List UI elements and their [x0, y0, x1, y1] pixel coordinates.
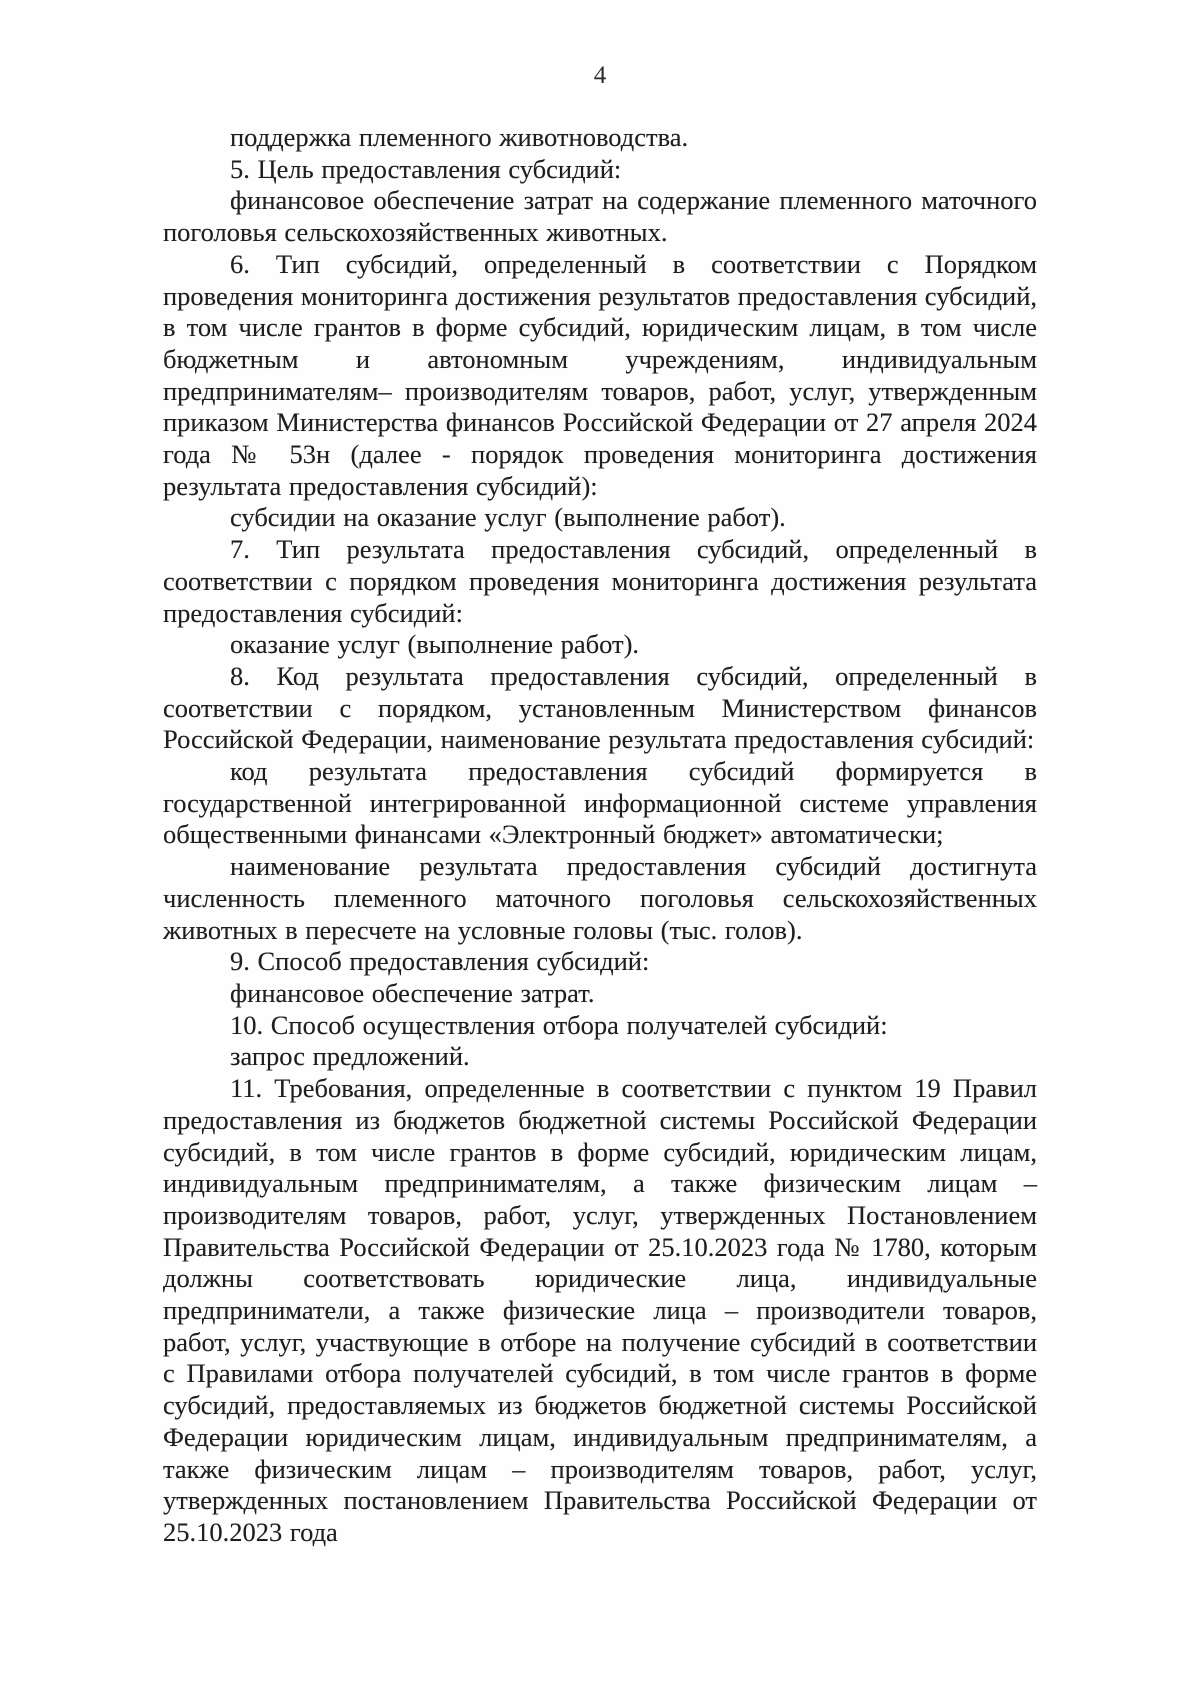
paragraph: запрос предложений. [230, 1041, 470, 1072]
paragraph: оказание услуг (выполнение работ). [230, 629, 640, 660]
paragraph: 5. Цель предоставления субсидий: [230, 153, 622, 184]
paragraph: 9. Способ предоставления субсидий: [230, 946, 650, 977]
paragraph: 11. Требования, определенные в соответствии с пунктом 19 Правил предоставления из бюджетов бюджетной системы Российской Федерации субсидий, в том числе грантов в форме субсидий, юридическим лицам, индивидуальным предпринимателям, а также физическим лицам – производителям товаров, работ, услуг, утвержденных Постановлением Правительства Российской Федерации от 25.10.2023 года № 1780, которым должны соответствовать юридические лица, индивидуальные предприниматели, а также физические лица – производители товаров, работ, услуг, участвующие в отборе на получение субсидий в соответствии с Правилами отбора получателей субсидий, в том числе грантов в форме субсидий, предоставляемых из бюджетов бюджетной системы Российской Федерации юридическим лицам, индивидуальным предпринимателям, а также физическим лицам – производителям товаров, работ, услуг, утвержденных постановлением Правительства Российской Федерации от 25.10.2023 года [163, 1073, 1037, 1547]
paragraph: код результата предоставления субсидий формируется в государственной интегрированной информационной системе управления общественными финансами «Электронный бюджет» автоматически; [163, 756, 1037, 850]
paragraph: 7. Тип результата предоставления субсидий, определенный в соответствии с порядком проведения мониторинга достижения результата предоставления субсидий: [163, 534, 1037, 628]
paragraph: 8. Код результата предоставления субсидий, определенный в соответствии с порядком, установленным Министерством финансов Российской Федерации, наименование результата предоставления субсидий: [163, 660, 1037, 755]
page-number: 4 [593, 62, 607, 89]
document-body [163, 122, 1037, 1549]
paragraph: 10. Способ осуществления отбора получателей субсидий: [230, 1009, 888, 1040]
paragraph: финансовое обеспечение затрат на содержание племенного маточного поголовья сельскохозяйственных животных. [163, 185, 1037, 248]
paragraph: 6. Тип субсидий, определенный в соответствии с Порядком проведения мониторинга достижения результатов предоставления субсидий, в том числе грантов в форме субсидий, юридическим лицам, в том числе бюджетным и автономным учреждениям, индивидуальным предпринимателям– производителям товаров, работ, услуг, утвержденным приказом Министерства финансов Российской Федерации от 27 апреля 2024 года № 53н (далее - порядок проведения мониторинга достижения результата предоставления субсидий): [163, 248, 1037, 501]
paragraph: финансовое обеспечение затрат. [230, 977, 595, 1008]
paragraph: субсидии на оказание услуг (выполнение работ). [230, 502, 786, 533]
paragraph: наименование результата предоставления субсидий достигнута численность племенного маточного поголовья сельскохозяйственных животных в пересчете на условные головы (тыс. голов). [163, 851, 1037, 945]
paragraph: поддержка племенного животноводства. [230, 122, 689, 152]
